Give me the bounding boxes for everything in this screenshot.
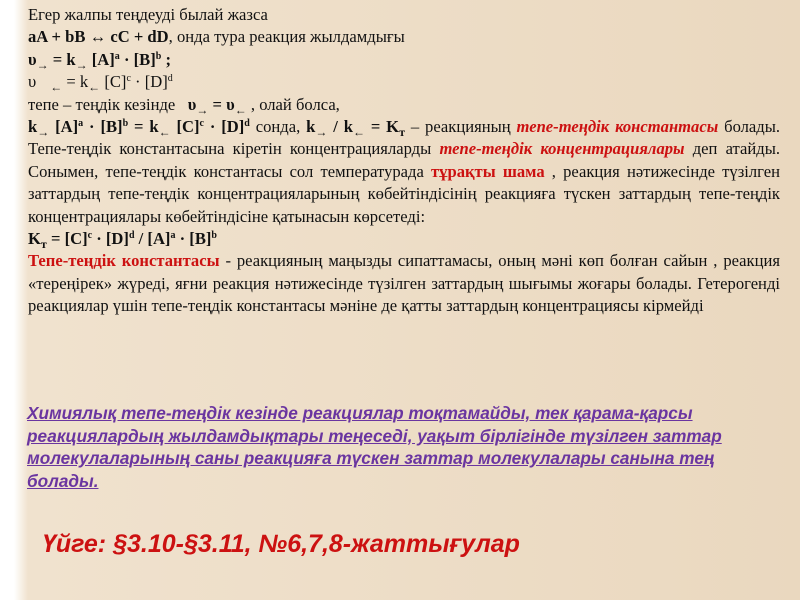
k-text: – реакцияның <box>404 117 517 137</box>
k-forward-2: k <box>306 117 316 137</box>
term-equilibrium-concentrations: тепе-теңдік концентрациялары <box>439 139 685 159</box>
reverse-arrow-sub: ← <box>234 102 247 117</box>
summary-note: Химиялық тепе-теңдік кезінде реакциялар тоқтамайды, тек қарама-қарсы реакциялардың жылдамдықтары теңеседі, уақыт бірлігінде түзілген заттар молекулаларының саны реакцияға түскен заттар молекулалары санына тең болады. <box>27 403 722 491</box>
conc-a: / [A] <box>134 229 171 249</box>
equilibrium-k: K <box>28 229 41 249</box>
reactants: aA + bB <box>28 27 86 47</box>
velocity-symbol: υ <box>187 94 197 114</box>
semicolon: ; <box>161 49 171 69</box>
conc-c: [C] <box>100 72 127 92</box>
k-subscript-t: т <box>40 237 47 252</box>
conc-b: · [B] <box>175 229 212 249</box>
velocity-symbol: υ <box>28 72 37 92</box>
k-reverse-arrow: ← <box>158 125 171 140</box>
conc-d: · [D] <box>92 229 129 249</box>
products: cC + dD <box>110 27 169 47</box>
equals-velocity: = υ <box>208 94 235 114</box>
exp-a: a <box>78 118 84 130</box>
equation-tail: , онда тура реакция жылдамдығы <box>168 27 405 47</box>
equilibrium-k: = K <box>364 117 400 137</box>
exp-c: c <box>199 118 204 130</box>
conc-a: [A] <box>87 49 115 69</box>
conc-a: [A] <box>49 117 79 137</box>
velocity-symbol: υ <box>28 49 37 69</box>
exp-a: a <box>114 50 120 62</box>
general-equation <box>28 26 780 48</box>
intro-line: Егер жалпы теңдеуді былай жазса <box>28 5 268 24</box>
forward-k-arrow: → <box>75 57 88 72</box>
k-forward-arrow: → <box>37 125 50 140</box>
reverse-k: = k <box>62 72 89 92</box>
exp-d: d <box>128 230 135 242</box>
para1-text-3: , реакция нәтижесінде түзілген заттардың тепе-теңдік концентрацияларының көбейтіндісінің реакцияға түскен заттардың тепе-теңдік концентрациялары көбейтіндісіне қатынасын көрсетеді: <box>28 161 780 226</box>
forward-rate-equation <box>28 49 780 71</box>
term-equilibrium-constant-2: Тепе-теңдік константасы <box>28 251 220 271</box>
conc-d: · [D] <box>130 72 168 92</box>
reverse-rate-equation <box>28 71 780 93</box>
k-forward: k <box>28 117 38 137</box>
exp-b: b <box>155 50 162 62</box>
k-reverse: = k <box>128 117 159 137</box>
para2-text: - реакцияның маңызды сипаттамасы, оның мәні көп болған сайын , реакция «тереңірек» жүреді, яғни реакция нәтижесінде түзілген заттардың шығымы жоғары болады. Гетерогенді реакциялар үшін тепе-теңдік константасы мәніне де қатты заттардың концентрациясы кірмейді <box>28 251 780 316</box>
conc-d: · [D] <box>203 117 245 137</box>
exp-d: d <box>167 73 173 85</box>
conc-b: · [B] <box>83 117 123 137</box>
forward-arrow-sub: → <box>36 57 49 72</box>
exp-b: b <box>211 230 217 242</box>
reverse-arrow-sub: ← <box>50 80 63 95</box>
equilibrium-constant-formula <box>28 228 780 250</box>
conc-c: [C] <box>170 117 200 137</box>
reverse-k-arrow: ← <box>88 80 101 95</box>
forward-arrow-sub: → <box>196 102 209 117</box>
k-reverse-arrow-2: ← <box>352 125 365 140</box>
k-forward-arrow-2: → <box>315 125 328 140</box>
reversible-arrow: ↔ <box>89 27 107 47</box>
exp-c: c <box>126 73 131 85</box>
paragraph-2 <box>28 250 780 317</box>
k-subscript-t: т <box>399 125 405 140</box>
slide-content <box>28 4 780 318</box>
exp-c: c <box>87 230 93 242</box>
equilibrium-tail: , олай болса, <box>246 94 340 114</box>
exp-a: a <box>170 230 176 242</box>
forward-k: = k <box>48 49 76 69</box>
conc-b: · [B] <box>119 49 156 69</box>
para1-text-2: деп атайды. Сонымен, тепе-теңдік константасы сол температурада <box>28 139 780 181</box>
term-equilibrium-constant: тепе-теңдік константасы <box>516 117 719 137</box>
equilibrium-text: тепе – теңдік кезінде <box>28 94 176 114</box>
exp-d: d <box>244 118 250 130</box>
paragraph-1 <box>28 116 780 228</box>
k-reverse-2: / k <box>327 117 353 137</box>
exp-b: b <box>122 118 129 130</box>
para1-text-1: болады. Тепе-теңдік константасына кіретін концентрацияларды <box>28 117 781 159</box>
sonda-text: сонда, <box>249 117 307 137</box>
term-constant-value: тұрақты шама <box>431 161 545 181</box>
equilibrium-condition <box>28 94 780 116</box>
homework-assignment: Үйге: §3.10-§3.11, №6,7,8-жаттығулар <box>42 530 520 558</box>
conc-c: = [C] <box>46 229 88 249</box>
